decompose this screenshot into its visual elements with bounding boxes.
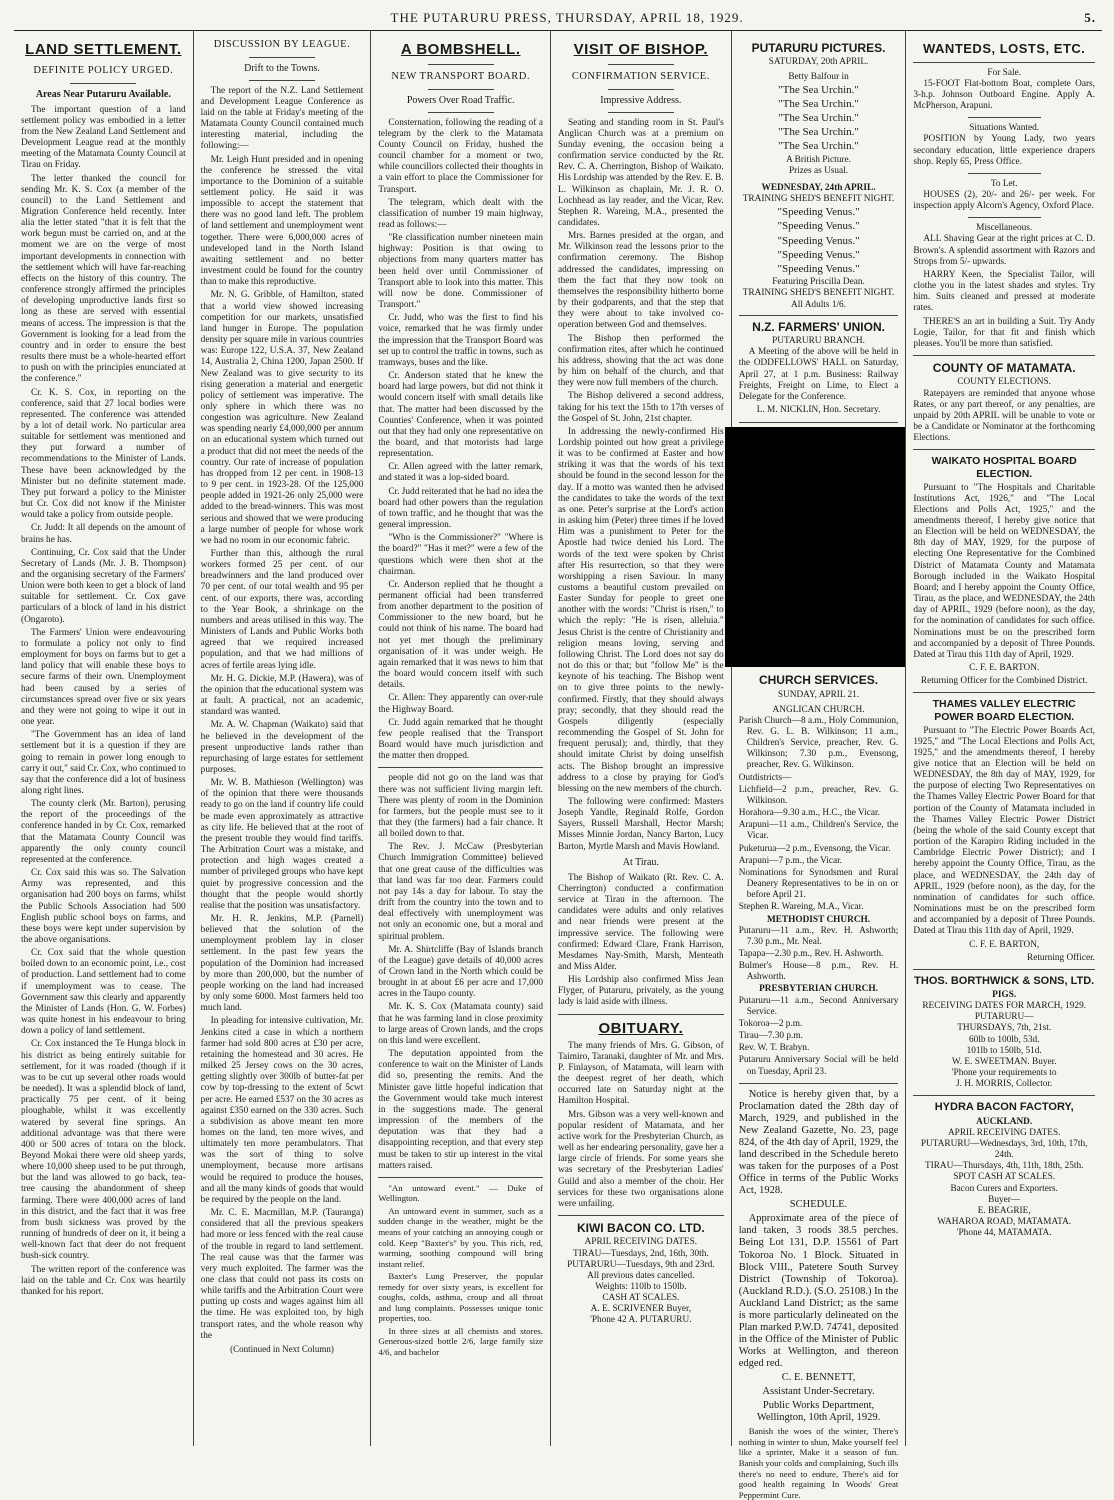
service-item: Tokoroa—2 p.m. <box>738 1018 803 1029</box>
paragraph: Mr. H. R. Jenkins, M.P. (Parnell) believed that the solution of the unemployment problem lay in closer settlement. In the past few years the population of the Dominion had increased by more than 200,000, but the number of people working on the land had increased by only some 6000. Most farmers held too much land. <box>200 914 364 1014</box>
advert-line: SPOT CASH AT SCALES. <box>953 1172 1056 1183</box>
paragraph: "Who is the Commissioner?" "Where is the board?" "Has it met?" were a few of the questions which were then shot at the chairman. <box>378 533 544 577</box>
film-speeding-venus-5: "Speeding Venus." <box>777 263 860 276</box>
paragraph: Mr. N. G. Gribble, of Hamilton, stated that a world view showed increasing competition for our markets, unsatisfied land hunger in Europe. The population density per square mile in various countries was: Europe 122, U.S.A. 37, New Zealand 14, Australia 2, China 1200, Japan 2500. If New Zealand was to give security to its rising generation a material and energetic policy of settlement was imperative. The only sphere in which there was no congestion was agriculture. New Zealand was spending nearly £4,000,000 per annum on an educational system which turned out a product that did not meet the needs of the country. Our rate of increase of population has dropped from 12 per cent. in 1908-13 to 9 per cent. in 1923-28. Of the 125,000 people added in 1921-26 only 25,000 were added to the bread-winners. This was most serious and showed that we were producing a large number of people for whose work we had no room in our economic fabric. <box>200 290 364 546</box>
redacted-block <box>725 427 906 667</box>
pictures-adults: All Adults 1/6. <box>791 299 847 310</box>
waikato-sig: C. F. E. BARTON. <box>969 663 1040 674</box>
union-body: A Meeting of the above will be held in the ODDFELLOWS' HALL on Saturday, April 27, at 1 p.m. Business: Railway Freights, Freight on Lime, to Elect a Delegate for the Conference. <box>738 347 899 402</box>
article-tirau <box>558 873 724 1009</box>
advert-line: E. BEAGRIE, <box>977 1205 1031 1216</box>
masthead <box>14 10 1102 31</box>
pictures-star: Betty Balfour in <box>788 71 849 82</box>
advert-line: Weights: 110lb to 150lb. <box>595 1281 687 1292</box>
paragraph: An untoward event in summer, such as a sudden change in the weather, might be the means of your catching an annoying cough or cold. Keep "Baxter's" by you. This rich, red, warming, soothing compound will bring instant relief. <box>378 1205 544 1269</box>
advert-line: All previous dates cancelled. <box>587 1270 695 1281</box>
film-speeding-venus-1: "Speeding Venus." <box>777 206 860 219</box>
pictures-wed: WEDNESDAY, 24th APRIL. <box>761 182 876 193</box>
notice-sig-1: C. E. BENNETT, <box>781 1372 856 1384</box>
to-let-head: To Let. <box>990 178 1018 189</box>
headline-obituary: OBITUARY. <box>598 1019 684 1037</box>
article-land-settlement <box>21 105 186 1298</box>
advert-line: J. H. MORRIS, Collector. <box>956 1079 1053 1090</box>
advert-line: CASH AT SCALES. <box>602 1293 680 1304</box>
methodist-head: METHODIST CHURCH. <box>766 914 871 925</box>
anglican-list <box>739 716 899 914</box>
union-sig: L. M. NICKLIN, Hon. Secretary. <box>756 405 881 415</box>
paragraph: Cr. Judd, who was the first to find his voice, remarked that he was firmly under the impression that the Transport Board was set up to control the traffic in towns, such as tramways, buses and the like. <box>378 313 544 368</box>
service-item: Putaruru Anniversary Social will be held on Tuesday, April 23. <box>738 1055 899 1077</box>
paragraph: "An untoward event." — Duke of Wellington. <box>378 1182 544 1204</box>
paragraph: Cr. Cox instanced the Te Hunga block in his district as being entirely suitable for settlement, for it was roaded (though if it was to be cut up several other roads would be needed). It was a splendid block of land, practically 75 per cent. of it being ploughable, whilst it was excellently watered by several fine springs. An additional advantage was that there were 400 or 500 acres of totara on the block. Beyond Mokai there were old sheep yards, where 10,000 sheep used to be put through, but the land was allowed to go back, tea-tree causing the abandonment of sheep farming. There were 400,000 acres of land in this district, and the fact that it was free from bush sickness was proved by the running of hundreds of deer on it, it being a well-known fact that deer do not frequent bush-sick country. <box>21 1039 186 1262</box>
service-item: Putaruru—11 a.m., Second Anniversary Service. <box>738 995 899 1017</box>
church-date: SUNDAY, APRIL 21. <box>777 689 860 700</box>
service-item: Puketurua—2 p.m., Evensong, the Vicar. <box>738 843 891 854</box>
classified-item: ALL Shaving Gear at the right prices at C. D. Brown's. A splendid assortment with Razors and Strops from 5/- upwards. <box>913 234 1096 267</box>
kiwi-lines <box>558 1249 724 1327</box>
film-sea-urchin-5: "The Sea Urchin." <box>778 140 859 153</box>
service-item: Outdistricts— <box>738 772 792 783</box>
paragraph: The report of the N.Z. Land Settlement and Development League Conference as laid on the table at Friday's meeting of the Matamata County Council contained much interesting material, including the following:— <box>200 85 364 152</box>
advert-line: 101lb to 150lb, 51d. <box>966 1045 1042 1056</box>
hydra-title: HYDRA BACON FACTORY, <box>934 1101 1074 1114</box>
church-services <box>739 673 899 1078</box>
paragraph: Consternation, following the reading of a telegram by the clerk to the Matamata County Council on Friday, hushed the council chamber for a moment or two, while councillors collected their thoughts in a vain effort to place the Commissioner for Transport. <box>378 117 544 195</box>
advert-line: W. E. SWEETMAN. Buyer. <box>951 1056 1057 1067</box>
paragraph: The deputation appointed from the conference to wait on the Minister of Lands did so, presenting the remits. And the Minister gave little hopeful indication that the Government would take much interest in the suggestions made. The general impression of the members of the deputation was that they had a disappointing reception, and that every step must be taken to stir up interest in the vital matters raised. <box>378 1049 544 1171</box>
paragraph: In pleading for intensive cultivation, Mr. Jenkins cited a case in which a northern farmer had sold 800 acres at £30 per acre, retaining the homestead and 30 acres. He milked 25 Jersey cows on the 30 acres, getting slightly over 300lb of butter-fat per cow by top-dressing to the extent of 5cwt per acre. He earned £537 on the 30 acres as against £350 earned on the 330 acres. Such a subdivision as above meant ten more homes on the land, ten more wives, and ultimately ten more perambulators. That was the sort of thing to solve unemployment, because more artisans would be required to produce the houses, and all the many kinds of goods that would be required by the people on the land. <box>200 1016 364 1205</box>
subhead-transport-board: NEW TRANSPORT BOARD. <box>391 71 530 82</box>
paragraph: Cr. Judd reiterated that he had no idea the board had other powers than the regulation of town traffic, and he thought that was the general impression. <box>378 486 544 531</box>
paragraph: The letter thanked the council for sending Mr. K. S. Cox (a member of the council) to the Land Settlement and Migration Conference held recently. Inter alia the letter stated "that it is felt that the work begun must be carried on, and at the moment we are on the verge of most important developments in connection with the settlement which will have far-reaching effects on the history of this country. The conference strongly affirmed the principles of developing unproductive lands first so long as these are served with essential means of access. The impression is that the Government is looking for a lead from the country and in order to ensure the best results there must be a whole-hearted effort to push on with the principles enunciated at the conference." <box>21 173 186 385</box>
paragraph: Cr. Allen agreed with the latter remark, and stated it was a lop-sided board. <box>378 462 544 484</box>
paragraph: Mr. A. W. Chapman (Waikato) said that he believed in the development of the present unproductive lands rather than repurchasing of large estates for settlement purposes. <box>200 720 364 775</box>
paragraph: people did not go on the land was that there was not sufficient living margin left. There was plenty of room in the Dominion for farmers, but the people must see to it that they (the farmers) had a fair chance. It all boiled down to that. <box>378 773 544 840</box>
paragraph: The Bishop delivered a second address, taking for his text the 15th to 17th verses of the Gospel of St. John, 21st chapter. <box>558 391 724 424</box>
subhead-impressive: Impressive Address. <box>600 94 682 106</box>
column-discussion <box>194 31 372 1446</box>
classified-item: THERE'S an art in building a Suit. Try Andy Logie, Tailor, for that fit and finish which pleases. You'll be more than satisfied. <box>913 316 1096 349</box>
advert-pictures <box>739 41 899 316</box>
paragraph: Mr. H. G. Dickie, M.P. (Hawera), was of the opinion that the educational system was at fault. A practical, not an academic, standard was wanted. <box>200 673 364 718</box>
subhead-definite-policy: DEFINITE POLICY URGED. <box>33 65 174 76</box>
article-bishop <box>558 118 724 853</box>
situations-body: POSITION by Young Lady, two years secondary education, little experience drapers shop. Reply 65, Press Office. <box>913 134 1096 167</box>
headline-visit-of-bishop: VISIT OF BISHOP. <box>573 41 709 58</box>
column-classifieds <box>906 31 1102 1446</box>
county-sub: COUNTY ELECTIONS. <box>957 377 1052 388</box>
film-sea-urchin-1: "The Sea Urchin." <box>778 83 859 96</box>
advert-line: PUTARURU— <box>974 1012 1034 1023</box>
paragraph: Mr. K. S. Cox (Matamata county) said that he was farming land in close proximity to large areas of Crown lands, and the crops on this land were excellent. <box>378 1002 544 1046</box>
paragraph: Cr. Anderson stated that he knew the board had large powers, but did not think it would concern itself with small details like that. The matter had been discussed by the Counties' Conference, when it was pointed out that they had only one representative on the board, and that motorists had large representation. <box>378 371 544 460</box>
advert-baxters <box>378 1183 543 1358</box>
pictures-benefit-2: TRAINING SHED'S BENEFIT NIGHT. <box>742 288 895 299</box>
public-works-notice <box>739 1089 899 1425</box>
service-item: Arapuni—11 a.m., Children's Service, the Vicar. <box>738 820 899 842</box>
union-title: N.Z. FARMERS' UNION. <box>752 319 885 334</box>
paragraph: Mrs. Barnes presided at the organ, and Mr. Wilkinson read the lessons prior to the confirmation ceremony. The Bishop addressed the candidates, impressing on them the fact that they now took on themselves the responsibility hitherto borne by their godparents, and that the step that they were about to take involved co-operation between God and themselves. <box>558 231 724 331</box>
pictures-note: A British Picture. <box>786 154 851 165</box>
pictures-date: SATURDAY, 20th APRIL. <box>768 57 869 68</box>
paragraph: Seating and standing room in St. Paul's Anglican Church was at a premium on Sunday evening, the occasion being a confirmation service conducted by the Rt. Rev. C. A. Cherrington, Bishop of Waikato. His Lordship was attended by the Rev. E. B. L. Wilkinson as chaplain, Mr. J. R. O. Lochhead as lay reader, and the Vicar, Rev. Stephen R. Wareing, M.A., presented the candidates. <box>558 117 724 228</box>
service-item: Nominations for Synodsmen and Rural Deanery Representatives to be in on or before April 21. <box>738 867 899 901</box>
service-item: Stephen R. Wareing, M.A., Vicar. <box>738 902 864 913</box>
advert-line: 'Phone your requirements to <box>951 1068 1057 1079</box>
schedule-head: SCHEDULE. <box>789 1199 848 1211</box>
column-land-settlement <box>14 31 194 1446</box>
article-obituary <box>558 1041 724 1210</box>
paragraph: The Farmers' Union were endeavouring to formulate a policy not only to find employment for boys on farms but to get a land policy that will enable these boys to secure farms of their own. Unemployment had been caused by a series of circumstances spread over five or six years and they were not going to wipe it out in one year. <box>21 627 186 728</box>
advert-line: APRIL RECEIVING DATES. <box>947 1127 1061 1138</box>
advert-line: A. E. SCRIVENER Buyer, <box>590 1304 692 1315</box>
service-item: Putaruru—11 a.m., Rev. H. Ashworth; 7.30 p.m., Mr. Neal. <box>738 925 899 947</box>
anglican-head: ANGLICAN CHURCH. <box>772 704 865 715</box>
notice-body: Notice is hereby given that, by a Proclamation dated the 28th day of March, 1929, and published in the New Zealand Gazette, No. 23, page 824, of the 4th day of April, 1929, the land described in the Schedule hereto was taken for the purposes of a Post Office in terms of the Public Works Act, 1928. <box>738 1088 899 1197</box>
article-discussion <box>201 86 364 1342</box>
paragraph: Mr. Leigh Hunt presided and in opening the conference he stressed the vital importance to the Dominion of a suitable settlement policy. He said it was impossible to accept the statement that there was no good land left. The problem of land settlement and unemployment went together. There were 6,000,000 acres of undeveloped land in the North Island awaiting settlement and no better investment could be found for the country than to make this reproductive. <box>200 154 364 288</box>
advert-line: RECEIVING DATES FOR MARCH, 1929. <box>922 1001 1087 1012</box>
to-let-body: HOUSES (2), 20/- and 26/- per week. For inspection apply Alcorn's Agency, Oxford Place. <box>913 190 1096 212</box>
paragraph: The written report of the conference was laid on the table and Cr. Cox was heartily thanked for his report. <box>21 1264 186 1297</box>
misc-head: Miscellaneous. <box>976 223 1033 234</box>
kiwi-sub: APRIL RECEIVING DATES. <box>584 1237 698 1248</box>
article-bombshell <box>378 118 543 763</box>
paragraph: Continuing, Cr. Cox said that the Under Secretary of Lands (Mr. J. B. Thompson) and the organising secretary of the Farmers' Union were both keen to get a block of land suitable for settlement. Cr. Cox gave particulars of a block of land in his district (Ongaroto). <box>21 547 186 625</box>
service-item: Lichfield—2 p.m., preacher, Rev. G. Wilkinson. <box>738 784 899 806</box>
waikato-sig-2: Returning Officer for the Combined District. <box>920 676 1088 687</box>
paragraph: Cr. K. S. Cox, in reporting on the conference, said that 27 local bodies were represented. The conference was attended by a lot of detail work. No particular area suitable for settlement was mentioned and they put forward a number of recommendations to the Minister of Lands. These have been acknowledged by the Minister but no definite statement made. They put forward a policy to the Minister but Cr. Cox did not know if the Minister would take a policy from outside people. <box>21 387 186 521</box>
service-item: Horahora—9.30 a.m., H.C., the Vicar. <box>738 808 880 819</box>
hydra-sub: AUCKLAND. <box>976 1116 1033 1127</box>
paragraph: The many friends of Mrs. G. Gibson, of Taimiro, Taranaki, daughter of Mr. and Mrs. P. Finlayson, of Matamata, will learn with the deepest regret of her death, which occurred late on Saturday night at the Hamilton Hospital. <box>558 1040 724 1107</box>
paragraph: Cr. Judd: It all depends on the amount of brains he has. <box>21 523 186 545</box>
headline-bombshell: A BOMBSHELL. <box>400 41 521 58</box>
paragraph: The Rev. J. McCaw (Presbyterian Church Immigration Committee) believed that one great cause of the difficulties was that land was far too dear. Farmers could not pay 14s a day for labour. To stay the drift from the country into the town and to deal effectively with unemployment was not only an economic one, but a moral and spiritual problem. <box>378 842 544 942</box>
advert-line: WAHAROA ROAD, MATAMATA. <box>937 1217 1072 1228</box>
paragraph: Mr. A. Shirtcliffe (Bay of Islands branch of the League) gave details of 40,000 acres of Crown land in the North which could be brought in at about £6 per acre and 17,000 acres in the Taupo county. <box>378 944 544 1000</box>
film-sea-urchin-4: "The Sea Urchin." <box>778 126 859 139</box>
advert-line: 'Phone 42 A. PUTARURU. <box>590 1315 692 1326</box>
paragraph: Cr. Cox said this was so. The Salvation Army was represented, and this organisation had 200 boys on farms, whilst the Public Schools Association had 500 English public school boys on farms, and these boys were kept under supervision by the above organisations. <box>21 868 186 945</box>
advert-line: TIRAU—Tuesdays, 2nd, 16th, 30th. <box>572 1248 709 1259</box>
paragraph: Mr. W. B. Mathieson (Wellington) was of the opinion that there were thousands ready to go on the land if country life could be made even approximately as attractive as city life. He believed that at the root of the present trouble they would find tariffs. The Arbitration Court was a mistake, and protection and high wages created a number of privileged groups who have kept quiet by progressive concession and the thought that the people would shortly realise that the position was unsatisfactory. <box>200 778 364 911</box>
advert-line: PUTARURU—Wednesdays, 3rd, 10th, 17th, 24th. <box>920 1138 1088 1161</box>
classified-item: HARRY Keen, the Specialist Tailor, will clothe you in the latest shades and styles. Try him. Suits cleaned and pressed at moderate rates. <box>913 269 1096 314</box>
paragraph: The county clerk (Mr. Barton), perusing the report of the proceedings of the conference handed in by Cr. Cox, remarked that the Matamata County Council was apparently the only county council represented at the conference. <box>21 799 186 865</box>
advert-line: 60lb to 100lb, 53d. <box>968 1034 1040 1045</box>
film-speeding-venus-2: "Speeding Venus." <box>777 220 860 233</box>
film-speeding-venus-3: "Speeding Venus." <box>777 234 860 247</box>
column-bombshell <box>371 31 551 1446</box>
for-sale-head: For Sale. <box>987 67 1021 78</box>
paragraph: Cr. Allen: They apparently can over-rule the Highway Board. <box>378 693 544 715</box>
advert-line: TIRAU—Thursdays, 4th, 11th, 18th, 25th. <box>924 1161 1084 1172</box>
county-body: Ratepayers are reminded that anyone whose Rates, or any part thereof, or any penalties, are unpaid by 20th APRIL will be unable to vote or be a Candidate or Nominator at the forthcoming Elections. <box>913 388 1096 444</box>
advert-line: Bacon Curers and Exporters. <box>950 1183 1058 1194</box>
situations-head: Situations Wanted. <box>969 123 1040 134</box>
advert-farmers-union <box>739 320 899 423</box>
presbyterian-list <box>739 996 899 1078</box>
paragraph: The important question of a land settlement policy was embodied in a letter from the New Zealand Land Settlement and Development League read at the monthly meeting of the Matamata County Council at Tirau on Friday. <box>21 104 186 171</box>
notice-sig-3: Public Works Department, Wellington, 10th April, 1929. <box>756 1400 881 1424</box>
subhead-confirmation: CONFIRMATION SERVICE. <box>571 71 710 82</box>
service-item: Parish Church—8 a.m., Holy Communion, Rev. G. L. B. Wilkinson; 11 a.m., Children's Service, preacher, Rev. G. Wilkinson; 7.30 p.m., Evensong, preacher, Rev. G. Wilkinson. <box>738 715 899 771</box>
service-item: Tirau—7.30 p.m. <box>738 1031 803 1042</box>
paragraph: "The Government has an idea of land settlement but it is a question if they are going to remain in power long enough to carry it out," said Cr. Cox, who continued to say that the conference did a lot of business along right lines. <box>21 730 186 796</box>
pictures-title: PUTARURU PICTURES. <box>751 41 886 55</box>
notice-sig-2: Assistant Under-Secretary. <box>762 1386 875 1398</box>
subhead-at-tirau: At Tirau. <box>622 856 659 868</box>
paragraph: The telegram, which dealt with the classification of number 19 main highway, read as follows:— <box>378 197 544 230</box>
paragraph: The following were confirmed: Masters Joseph Yandle, Reginald Rolfe, Gordon Sayers, Russell Marshall, Hector Marsh; Misses Minnie Jordan, Nancy Barton, Lucy Barton, Myrtle Marsh and Mavis Howland. <box>558 796 724 852</box>
thames-body: Pursuant to "The Electric Power Boards Act, 1925," and "The Local Elections and Polls Act, 1925," and the amendments thereof, I hereby give notice that an Election will be held on WEDNESDAY, the 8th day of MAY, 1929, for the purpose of electing Two Representatives on the Thames Valley Electric Power Board for that portion of the County of Matamata included in the Thames Valley Electric Power District (being the whole of the said County except that portion of the Karapiro Riding included in the Cambridge Electric Power District); and I hereby appoint the County Office, Tirau, as the place, and WEDNESDAY, the 24th day of APRIL, 1929 (before noon), as the day, for the nomination of candidates for such office. Nominations must be on the prescribed form and accompanied by a deposit of Three Pounds. Dated at Tirau this 11th day of April, 1929. <box>913 725 1096 937</box>
church-title: CHURCH SERVICES. <box>758 673 879 688</box>
film-sea-urchin-3: "The Sea Urchin." <box>778 112 859 125</box>
article-discussion-continued <box>378 773 543 1171</box>
page-number: 5. <box>1084 10 1096 25</box>
hydra-lines <box>913 1128 1095 1240</box>
subhead-drift: Drift to the Towns. <box>244 62 320 74</box>
paragraph: Cr. Cox said that the whole question boiled down to an economic point, i.e., cost of production. Land settlement had to come if unemployment was to cease. The Government saw this clearly and apparently the Minister of Lands (Hon. G. W. Forbes) was quite honest in his endeavour to bring down a policy of land settlement. <box>21 948 186 1037</box>
advert-line: PUTARURU—Tuesdays, 9th and 23rd. <box>567 1259 715 1270</box>
thames-sig: C. F. E. BARTON, <box>969 939 1040 950</box>
waikato-title: WAIKATO HOSPITAL BOARD ELECTION. <box>931 455 1077 480</box>
misc-list <box>913 234 1095 350</box>
paragraph: In addressing the newly-confirmed His Lordship pointed out how great a privilege it was to be confirmed at Easter and how striking it was that the words of his text should be found in the second lesson for the day. If a motto was wanted then he advised the candidates to take the words of the text as one. Peter's surprise at the Lord's action in asking him (Peter) three times if he loved Him was a punishment to Peter for the Apostle had twice denied his Lord. The words of the text were spoken by Christ after His resurrection, so that they were worshipping a risen Saviour. In many customs a beautiful custom prevailed on Easter Sunday for people to greet one another with the words: "Christ is risen," to which the reply: "He is risen, alleluia." Jesus Christ is the centre of Christianity and religion means loving, serving and following Christ. The Lord does not say do not do this or that; but "follow Me" is the keynote of his teaching. The Bishop went on to give three points to the newly-confirmed. Firstly, that they should always pray; secondly, that they should read the Gospels diligently (especially recommending the Gospel of St. John for frequent perusal); and, thirdly, that they should imitate Christ by doing unselfish acts. The Bishop brought an impressive address to a close by praying for God's blessing on the new members of the church. <box>558 426 724 794</box>
borthwick-lines <box>913 1001 1095 1090</box>
advert-line: THURSDAYS, 7th, 21st. <box>957 1023 1052 1034</box>
wanteds-title: WANTEDS, LOSTS, ETC. <box>922 41 1086 56</box>
paragraph: The Bishop of Waikato (Rt. Rev. C. A. Cherrington) conducted a confirmation service at Tirau in the afternoon. The candidates were adults and only relatives and near friends were present at the impressive service. The following were confirmed: Edward Clare, Frank Harrison, Mesdames Nay-Smith, Marsh, Menteath and Miss Alder. <box>558 872 724 972</box>
paragraph: Baxter's Lung Preserver, the popular remedy for over sixty years, is excellent for coughs, colds, asthma, croup and all throat and lung complaints. Possesses unique tonic properties, too. <box>378 1271 544 1324</box>
columns <box>14 31 1102 1500</box>
headline-discussion: DISCUSSION BY LEAGUE. <box>213 39 351 50</box>
subhead-powers: Powers Over Road Traffic. <box>406 94 515 106</box>
advert-kiwi-bacon <box>558 1221 724 1327</box>
thames-sig-2: Returning Officer. <box>1027 952 1096 963</box>
pictures-featuring: Featuring Priscilla Dean. <box>772 277 865 288</box>
paragraph: Mrs. Gibson was a very well-known and popular resident of Matamata, and her active work for the Presbyterian Church, as well as her endearing personality, gave her a large circle of friends. For some years she was secretary of the Presbyterian Ladies' Guild and also a member of the choir. Her services for these two organisations alone were unfailing. <box>558 1109 724 1209</box>
for-sale-body: 15-FOOT Flat-bottom Boat, complete Oars, 3-h.p. Johnson Outboard Engine. Apply A. McPherson, Arapuni. <box>913 78 1096 112</box>
methodist-list <box>739 926 899 984</box>
peppermint-verse: Banish the woes of the winter, There's nothing in winter to shun, Make yourself feel like a sprinter, Make it a season of fun. Banish your colds and complaining, Such ills there's no need to endure, There's aid for good health regaining In Woods' Great Peppermint Cure. <box>738 1426 899 1500</box>
film-sea-urchin-2: "The Sea Urchin." <box>778 97 859 110</box>
service-item: Bulmer's House—8 p.m., Rev. H. Ashworth. <box>738 961 899 983</box>
borthwick-sub: PIGS. <box>992 990 1017 1001</box>
advert-line: 'Phone 44, MATAMATA. <box>956 1228 1052 1239</box>
column-notices <box>732 31 907 1500</box>
masthead-title: THE PUTARURU PRESS, THURSDAY, APRIL 18, 1929. <box>390 10 744 25</box>
schedule-body: Approximate area of the piece of land taken, 3 roods 38.5 perches. Being Lot 131, D.P. 15561 of Part Tokoroa No. 1 Block. Situated in Block VIII., Patetere South Survey District (Township of Tokoroa). (Auckland R.D.). (S.O. 25108.) In the Auckland Land District; as the same is more particularly delineated on the Plan marked P.W.D. 74741, deposited in the Office of the Minister of Public Works at Wellington, and thereon edged red. <box>738 1213 899 1370</box>
headline-land-settlement: LAND SETTLEMENT. <box>25 41 182 58</box>
service-item: Tapapa—2.30 p.m., Rev. H. Ashworth. <box>738 948 884 959</box>
paragraph: "Re classification number nineteen main highway: Position is that owing to objections from many quarters matter has been held over until Commissioner of Transport able to look into this matter. This will now be done. Commissioner of Transport." <box>378 233 544 311</box>
paragraph: In three sizes at all chemists and stores. Generous-sized bottle 2/6, large family size 4/6, and bachelor <box>378 1325 544 1358</box>
paragraph: Further than this, although the rural workers formed 25 per cent. of our breadwinners and the land produced over 70 per cent. of our total wealth and 95 per cent. of our exports, there was, according to the Year Book, a shrinkage on the numbers and areas utilised in this way. The Ministers of Lands and Public Works both agreed that we required increased population, and that we had millions of acres of fertile areas lying idle. <box>200 549 364 671</box>
paragraph: Cr. Anderson replied that he thought a permanent official had been transferred from another department to the position of Commissioner to the new board, but he could not think of his name. The board had not yet met though the preliminary organisation of it was under weigh. He again remarked that it was news to him that the board would concern itself with such details. <box>378 579 544 691</box>
pictures-prizes: Prizes as Usual. <box>788 165 849 176</box>
paragraph: Cr. Judd again remarked that he thought few people realised that the Transport Board would have much jurisdiction and the matter then dropped. <box>378 717 544 762</box>
advert-line: Buyer— <box>988 1194 1021 1205</box>
paragraph: His Lordship also confirmed Miss Jean Flyger, of Putaruru, privately, as the young lady is laid aside with illness. <box>558 975 724 1008</box>
film-speeding-venus-4: "Speeding Venus." <box>777 248 860 261</box>
service-item: Rev. W. T. Brabyn. <box>738 1043 810 1054</box>
column-bishop <box>551 31 732 1446</box>
continued-note: (Continued in Next Column) <box>230 1343 334 1354</box>
subhead-areas: Areas Near Putaruru Available. <box>35 88 171 100</box>
paragraph: Mr. C. E. Macmillan, M.P. (Tauranga) considered that all the previous speakers had more or less fenced with the real cause of the trouble in regard to land settlement. The real cause was that the farmer was very much exploited. The farmer was the one class that could not pass its costs on while tariffs and the Arbitration Court were putting up costs and wages against him all the time. He was exploited too, by high transport rates, and the whole reason why the <box>200 1208 364 1341</box>
kiwi-title: KIWI BACON CO. LTD. <box>576 1220 705 1235</box>
service-item: Arapuni—7 p.m., the Vicar. <box>738 855 843 866</box>
paragraph: The Bishop then performed the confirmation rites, after which he continued his address, showing that the act was done by him on behalf of the church, and that they were now full members of the church. <box>558 333 724 389</box>
county-title: COUNTY OF MATAMATA. <box>932 361 1076 376</box>
presbyterian-head: PRESBYTERIAN CHURCH. <box>759 984 878 995</box>
borthwick-title: THOS. BORTHWICK & SONS, LTD. <box>914 974 1095 987</box>
thames-title: THAMES VALLEY ELECTRIC POWER BOARD ELECTION. <box>932 698 1076 723</box>
union-sub: PUTARURU BRANCH. <box>772 336 865 347</box>
waikato-body: Pursuant to "The Hospitals and Charitable Institutions Act, 1926," and "The Local Elections and Polls Act, 1925," and the amendments thereof, I hereby give notice that an Election will be held on WEDNESDAY, the 8th day of MAY, 1929, for the purpose of electing One Representative for the Combined District of Matamata County and Matamata Borough included in the Waikato Hospital Board; and I hereby appoint the County Office, Tirau, as the place, and WEDNESDAY, the 24th day of APRIL, 1929 (before noon), as the day, for the nomination of candidates for such office. Nominations must be on the prescribed form and accompanied by a deposit of Three Pounds. Dated at Tirau this 11th day of April, 1929. <box>913 482 1096 660</box>
pictures-benefit: TRAINING SHED'S BENEFIT NIGHT. <box>742 194 895 205</box>
